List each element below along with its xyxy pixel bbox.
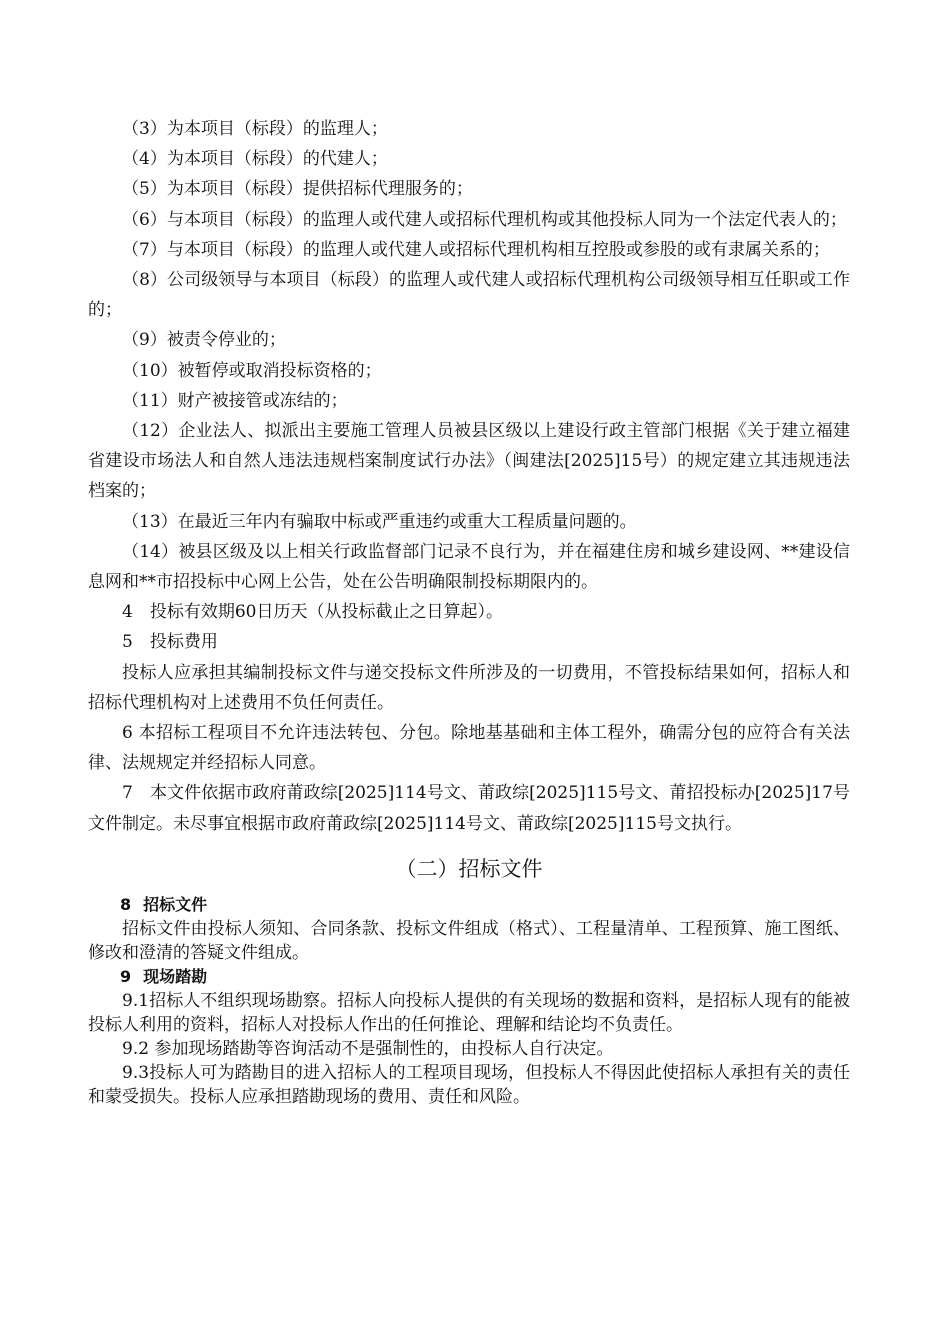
paragraph-item-10: （10）被暂停或取消投标资格的；: [122, 360, 382, 381]
paragraph-item-4: （4）为本项目（标段）的代建人；: [122, 149, 388, 170]
paragraph-9-3: 9.3投标人可为踏勘目的进入招标人的工程项目现场，但投标人不得因此使招标人承担有关的责任和蒙受损失。投标人应承担踏勘现场的费用、责任和风险。: [88, 1062, 850, 1107]
paragraph-item-12: （12）企业法人、拟派出主要施工管理人员被县区级以上建设行政主管部门根据《关于建立福建省建设市场法人和自然人违法违规档案制度试行办法》（闽建法[2025]15号）的规定建立其违规违法档案的；: [88, 421, 850, 502]
heading-8-text: 招标文件: [143, 894, 208, 914]
heading-9-text: 现场踏勘: [143, 966, 208, 986]
heading-9: [88, 965, 850, 989]
paragraph-item-9: （9）被责令停业的；: [122, 330, 286, 351]
paragraph-item-3: （3）为本项目（标段）的监理人；: [122, 119, 388, 139]
heading-8-number: 8: [120, 894, 132, 914]
paragraph-basis: 7 本文件依据市政府莆政综[2025]114号文、莆政综[2025]115号文、莆招投标办[2025]17号文件制定。未尽事宜根据市政府莆政综[2025]114号文、莆政综[2025]115号文执行。: [88, 783, 850, 834]
paragraph-subcontract: 6 本招标工程项目不允许违法转包、分包。除地基基础和主体工程外，确需分包的应符合有关法律、法规规定并经招标人同意。: [88, 723, 850, 774]
paragraph-item-6: （6）与本项目（标段）的监理人或代建人或招标代理机构或其他投标人同为一个法定代表人的；: [122, 209, 847, 230]
heading-9-number: 9: [120, 966, 132, 986]
document-page: [88, 114, 850, 1109]
paragraph-bid-validity: 4 投标有效期60日历天（从投标截止之日算起）。: [122, 602, 503, 623]
paragraph-item-13: （13）在最近三年内有骗取中标或严重违约或重大工程质量问题的。: [122, 511, 637, 532]
paragraph-item-11: （11）财产被接管或冻结的；: [122, 390, 348, 411]
paragraph-8-text: 招标文件由投标人须知、合同条款、投标文件组成（格式）、工程量清单、工程预算、施工图纸、修改和澄清的答疑文件组成。: [88, 918, 850, 963]
paragraph-9-1: 9.1招标人不组织现场勘察。招标人向投标人提供的有关现场的数据和资料，是招标人现有的能被投标人利用的资料，招标人对投标人作出的任何推论、理解和结论均不负责任。: [88, 990, 850, 1035]
paragraph-item-14: （14）被县区级及以上相关行政监督部门记录不良行为，并在福建住房和城乡建设网、**建设信息网和**市招投标中心网上公告，处在公告明确限制投标期限内的。: [88, 541, 850, 593]
paragraph-item-7: （7）与本项目（标段）的监理人或代建人或招标代理机构相互控股或参股的或有隶属关系的；: [122, 239, 830, 260]
heading-8: [88, 893, 850, 917]
section-title: （二）招标文件: [395, 856, 543, 881]
paragraph-bid-cost-heading: 5 投标费用: [122, 632, 218, 653]
paragraph-9-2: 9.2 参加现场踏勘等咨询活动不是强制性的，由投标人自行决定。: [122, 1038, 614, 1059]
section-tender-documents: [88, 893, 850, 1109]
paragraph-item-5: （5）为本项目（标段）提供招标代理服务的；: [122, 179, 473, 200]
paragraph-bid-cost-text: 投标人应承担其编制投标文件与递交投标文件所涉及的一切费用，不管投标结果如何，招标人和招标代理机构对上述费用不负任何责任。: [88, 662, 850, 713]
paragraph-item-8: （8）公司级领导与本项目（标段）的监理人或代建人或招标代理机构公司级领导相互任职或工作的；: [88, 270, 850, 321]
